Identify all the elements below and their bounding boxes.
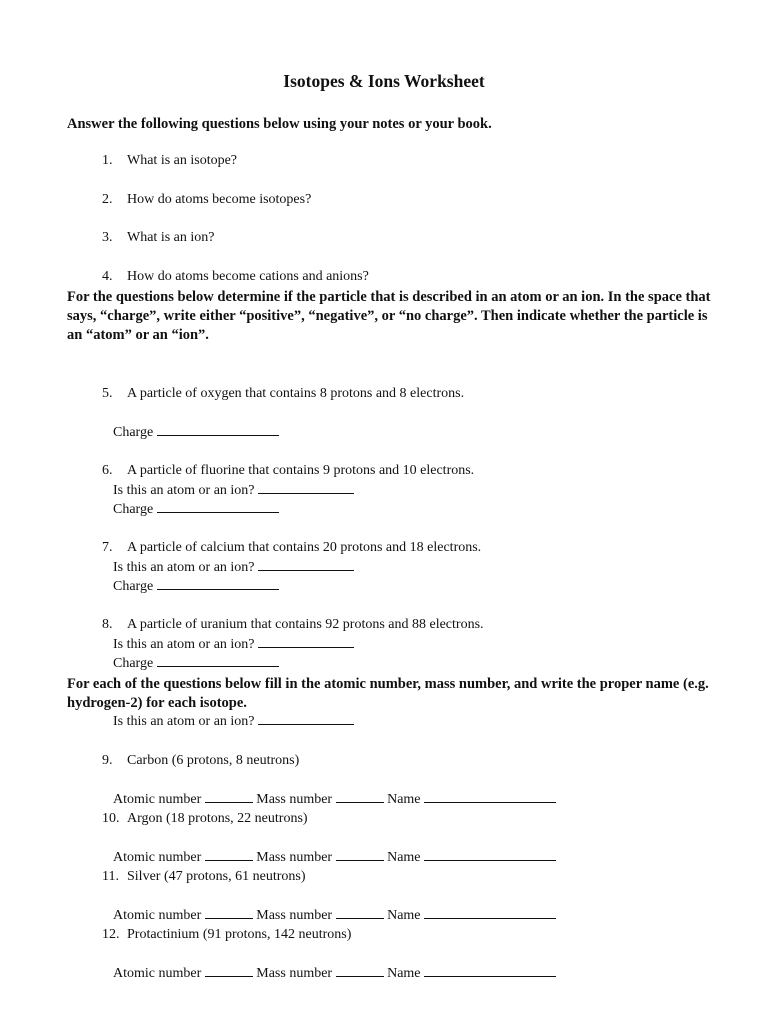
name-label: Name (387, 965, 421, 981)
mass-number-label: Mass number (256, 965, 333, 981)
charge-blank[interactable] (157, 500, 279, 513)
section1-instruction: Answer the following questions below using your notes or your book. (67, 116, 492, 132)
atom-ion-label: Is this an atom or an ion? (113, 713, 255, 729)
charge-label: Charge (113, 501, 154, 517)
name-label: Name (387, 791, 421, 807)
question-number: 6. (102, 463, 113, 479)
atom-ion-label: Is this an atom or an ion? (113, 559, 255, 575)
section2-instruction: For the questions below determine if the particle that is described in an atom or an ion. In the space that says, “charge”, write either “positive”, “negative”, or “no charge”. Then indicate whether the particle is an “atom” or an “ion”. (67, 289, 711, 343)
question-number: 3. (102, 230, 113, 246)
charge-line (88, 423, 728, 442)
question-text: What is an isotope? (127, 153, 238, 169)
isotope-fields-line (88, 964, 728, 983)
atom-ion-blank[interactable] (258, 712, 354, 725)
question-text: Carbon (6 protons, 8 neutrons) (127, 753, 300, 769)
question-text: A particle of uranium that contains 92 protons and 88 electrons. (127, 617, 484, 633)
charge-blank[interactable] (157, 577, 279, 590)
question-number: 4. (102, 269, 113, 285)
atomic-number-blank[interactable] (205, 964, 253, 977)
question-number: 10. (102, 811, 120, 827)
question-number: 7. (102, 540, 113, 556)
charge-blank[interactable] (157, 654, 279, 667)
mass-number-blank[interactable] (336, 964, 384, 977)
question-12 (88, 906, 728, 1022)
charge-label: Charge (113, 578, 154, 594)
question-text: A particle of oxygen that contains 8 protons and 8 electrons. (127, 386, 465, 402)
question-number: 8. (102, 617, 113, 633)
question-number: 11. (102, 869, 119, 885)
mass-number-label: Mass number (256, 849, 333, 865)
question-text: A particle of fluorine that contains 9 protons and 10 electrons. (127, 463, 475, 479)
atomic-number-label: Atomic number (113, 791, 202, 807)
atomic-number-label: Atomic number (113, 965, 202, 981)
question-text: How do atoms become cations and anions? (127, 269, 369, 285)
question-text: Silver (47 protons, 61 neutrons) (127, 869, 306, 885)
mass-number-label: Mass number (256, 907, 333, 923)
atom-ion-label: Is this an atom or an ion? (113, 636, 255, 652)
charge-line (88, 654, 728, 673)
question-text: Argon (18 protons, 22 neutrons) (127, 811, 308, 827)
mass-number-label: Mass number (256, 791, 333, 807)
atomic-number-label: Atomic number (113, 849, 202, 865)
question-number: 1. (102, 153, 113, 169)
charge-label: Charge (113, 655, 154, 671)
atom-ion-label: Is this an atom or an ion? (113, 482, 255, 498)
question-text: How do atoms become isotopes? (127, 192, 312, 208)
charge-line (88, 500, 728, 519)
question-number: 12. (102, 927, 120, 943)
name-blank[interactable] (424, 964, 556, 977)
charge-line (88, 577, 728, 596)
section3-instruction: For each of the questions below fill in the atomic number, mass number, and write the proper name (e.g. hydrogen-2) for each isotope. (67, 676, 709, 711)
name-label: Name (387, 849, 421, 865)
atom-ion-line (88, 712, 728, 731)
question-text: Protactinium (91 protons, 142 neutrons) (127, 927, 352, 943)
name-label: Name (387, 907, 421, 923)
question-number: 5. (102, 386, 113, 402)
charge-blank[interactable] (157, 423, 279, 436)
question-number: 9. (102, 753, 113, 769)
question-number: 2. (102, 192, 113, 208)
atomic-number-label: Atomic number (113, 907, 202, 923)
page-title: Isotopes & Ions Worksheet (283, 71, 485, 91)
charge-label: Charge (113, 424, 154, 440)
question-text: A particle of calcium that contains 20 protons and 18 electrons. (127, 540, 482, 556)
question-text: What is an ion? (127, 230, 215, 246)
